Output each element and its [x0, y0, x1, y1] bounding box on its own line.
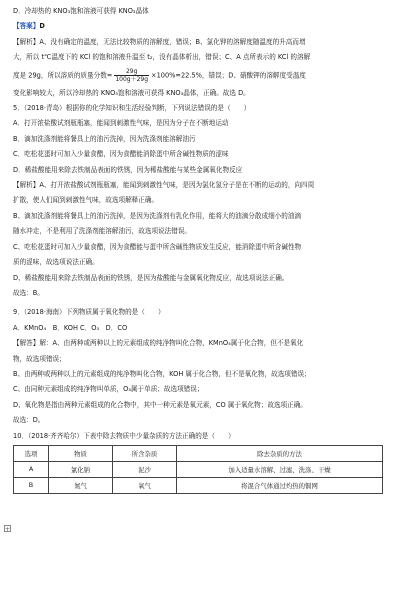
formula-prefix: 度是 29g，所以溶质的质量分数= — [13, 71, 113, 80]
table-cell: A — [14, 461, 49, 477]
fraction-numerator: 29g — [114, 68, 149, 76]
table-cell: 将混合气体通过灼热的铜网 — [177, 477, 383, 493]
text-line: 【解析】A、打开浓盐酸试剂瓶瓶塞，能闻到刺激性气味，是因为氯化氢分子是在不断的运动的，向四周 — [13, 181, 315, 190]
text-line: C、由同种元素组成的纯净物叫单质，O₃属于单质；故选项错误； — [13, 385, 204, 394]
option-line: D．稀盐酸能用来除去铁制品表面的铁锈，因为稀盐酸能与某些金属氧化物反应 — [13, 165, 243, 174]
question-line: 5．（2018·青岛）根据你的化学知识和生活经验判断，下列说法错误的是（ ） — [13, 104, 251, 113]
text-line: 大，所以 t℃温度下的 KCl 的饱和溶液升温至 t₂，没有晶体析出，错误；C、A 点所表示的 KCl 的溶解 — [13, 53, 311, 62]
table-cell: 加入适量水溶解、过滤、洗涤、干燥 — [177, 461, 383, 477]
text-line: 扩散，使人们闻到刺激性气味，故选项解释正确。 — [13, 196, 159, 205]
table-row — [14, 477, 383, 493]
option-line: A．KMnO₄ B．KOH C．O₃ D．CO — [13, 323, 128, 332]
text-line: 变化影响较大，所以冷却热的 KNO₃饱和溶液可获得 KNO₃晶体，正确。故选 D。 — [13, 88, 250, 97]
table-header-cell: 除去杂质的方法 — [177, 445, 383, 461]
text-line: D．冷却热的 KNO₃饱和溶液可获得 KNO₃晶体 — [13, 7, 149, 15]
text-line: B、滴加洗涤剂能将餐具上的油污洗掉，是因为洗涤剂有乳化作用，能将大的油滴分散成细小的油滴 — [13, 211, 302, 220]
option-line: B．滴加洗涤剂能将餐具上的油污洗掉，因为洗涤剂能溶解油污 — [13, 134, 196, 143]
text-line: D、稀盐酸能用来除去铁制品表面的铁锈，是因为盐酸能与金属氧化物反应，故选项说法正确。 — [13, 273, 289, 282]
table-cell: 泥沙 — [113, 461, 177, 477]
table-cell: B — [14, 477, 49, 493]
table-cell: 氯化钠 — [49, 461, 113, 477]
answer-label: 【答案】 — [13, 22, 40, 31]
text-line: D、氧化物是指由两种元素组成的化合物中，其中一种元素是氧元素，CO 属于氧化物；故选项正确。 — [13, 400, 307, 409]
table-header-cell: 选项 — [14, 445, 49, 461]
fraction-denominator: 100g＋29g — [115, 75, 149, 83]
answer-line — [13, 21, 398, 31]
text-line: 物，故选项错误； — [13, 354, 66, 363]
table-cell: 氧气 — [113, 477, 177, 493]
text-line: B、由两种或两种以上的元素组成的纯净物叫化合物，KOH 属于化合物，但不是氧化物，故选项错误； — [13, 369, 311, 378]
text-line: C、吃松花蛋时可加入少量食醋，因为食醋能与蛋中所含碱性物质发生反应，能消除蛋中所含碱性物 — [13, 242, 302, 251]
option-line: A．打开浓盐酸试剂瓶瓶塞，能闻到刺激性气味，是因为分子在不断地运动 — [13, 119, 229, 128]
table-move-handle-icon[interactable]: + — [5, 526, 11, 533]
impurity-table — [13, 445, 383, 494]
table-header-row — [14, 445, 383, 461]
formula-suffix: ×100%=22.5%，错误；D、硝酸钾的溶解度受温度 — [151, 71, 306, 80]
question-line: 9．（2018·海南）下列物质属于氧化物的是（ ） — [13, 308, 165, 317]
text-line: 故选：B。 — [13, 288, 44, 297]
text-line: 【解答】解：A、由两种或两种以上的元素组成的纯净物叫化合物，KMnO₄属于化合物，但不是氧化 — [13, 339, 304, 348]
table-header-cell: 所含杂质 — [113, 445, 177, 461]
option-line: C．吃松花蛋时可加入少量食醋，因为食醋能消除蛋中所含碱性物质的涩味 — [13, 150, 229, 159]
fraction — [114, 68, 149, 83]
text-line: 质的涩味，故选项说法正确。 — [13, 258, 99, 267]
text-line: 随水冲走，不是利用了洗涤剂能溶解油污，故选项说法错误。 — [13, 227, 192, 236]
text-line: 【解析】A、没有确定的温度，无法比较物质的溶解度，错误；B、氯化钾的溶解度随温度的升高而增 — [13, 37, 306, 46]
text-line: 故选：D。 — [13, 416, 45, 425]
table-row — [14, 461, 383, 477]
table-header-cell: 物质 — [49, 445, 113, 461]
question-line: 10．（2018·齐齐哈尔）下表中除去物质中少量杂质的方法正确的是（ ） — [13, 431, 235, 440]
formula-line — [13, 68, 398, 83]
answer-value: D — [39, 22, 45, 31]
table-cell: 氮气 — [49, 477, 113, 493]
